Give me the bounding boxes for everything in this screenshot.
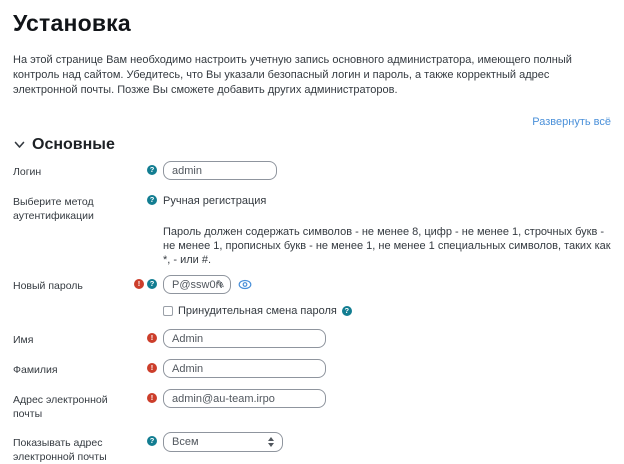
email-input[interactable] (163, 389, 326, 408)
help-icon[interactable]: ? (342, 306, 352, 316)
field-row-maildisplay (13, 432, 611, 464)
chevron-down-icon (14, 141, 25, 149)
field-row-lastname (13, 359, 611, 378)
password-policy-text: Пароль должен содержать символов - не менее 8, цифр - не менее 1, строчных букв - не менее 1, прописных букв - не менее 1, не менее 1 специальных символов, таких как *, - или #. (163, 226, 611, 266)
field-row-force-change (13, 305, 611, 317)
section-title: Основные (32, 136, 115, 153)
field-row-new-password (13, 275, 611, 294)
auth-method-label: Выберите метод аутентификации (13, 196, 94, 222)
help-icon[interactable]: ? (147, 165, 157, 175)
required-icon: ! (147, 363, 157, 373)
auth-method-value: Ручная регистрация (163, 195, 267, 207)
help-icon[interactable]: ? (147, 195, 157, 205)
firstname-label: Имя (13, 334, 34, 346)
expand-all-row (13, 112, 611, 130)
required-icon: ! (147, 393, 157, 403)
help-icon[interactable]: ? (147, 279, 157, 289)
field-row-firstname (13, 329, 611, 348)
select-arrows-icon (268, 437, 274, 447)
help-icon[interactable]: ? (147, 436, 157, 446)
field-row-email (13, 389, 611, 421)
lastname-label: Фамилия (13, 364, 58, 376)
lastname-input[interactable] (163, 359, 326, 378)
expand-all-link[interactable]: Развернуть всё (532, 116, 611, 128)
page-title: Установка (13, 10, 131, 36)
section-header-general[interactable] (14, 136, 611, 154)
force-change-label: Принудительная смена пароля (178, 305, 337, 317)
field-row-auth-method (13, 191, 611, 223)
maildisplay-label: Показывать адрес электронной почты (13, 437, 107, 463)
field-row-password-hint (13, 225, 611, 267)
new-password-input[interactable] (163, 275, 231, 294)
maildisplay-selected-value: Всем (172, 436, 199, 448)
edit-pencil-icon: ✎ (215, 279, 225, 291)
required-icon: ! (147, 333, 157, 343)
email-label: Адрес электронной почты (13, 394, 108, 420)
admin-setup-form (13, 161, 611, 464)
new-password-label: Новый пароль (13, 280, 83, 292)
maildisplay-select[interactable] (163, 432, 283, 452)
username-input[interactable] (163, 161, 277, 180)
reveal-password-eye-icon[interactable] (238, 279, 252, 290)
force-change-checkbox[interactable] (163, 306, 173, 316)
field-row-username (13, 161, 611, 180)
firstname-input[interactable] (163, 329, 326, 348)
intro-text: На этой странице Вам необходимо настроить учетную запись основного администратора, имеющего полный контроль над сайтом. Убедитесь, что Вы указали безопасный логин и пароль, а также корректный адрес электронной почты. Позже Вы сможете добавить других администраторов. (13, 54, 572, 96)
required-icon: ! (134, 279, 144, 289)
username-label: Логин (13, 166, 42, 178)
